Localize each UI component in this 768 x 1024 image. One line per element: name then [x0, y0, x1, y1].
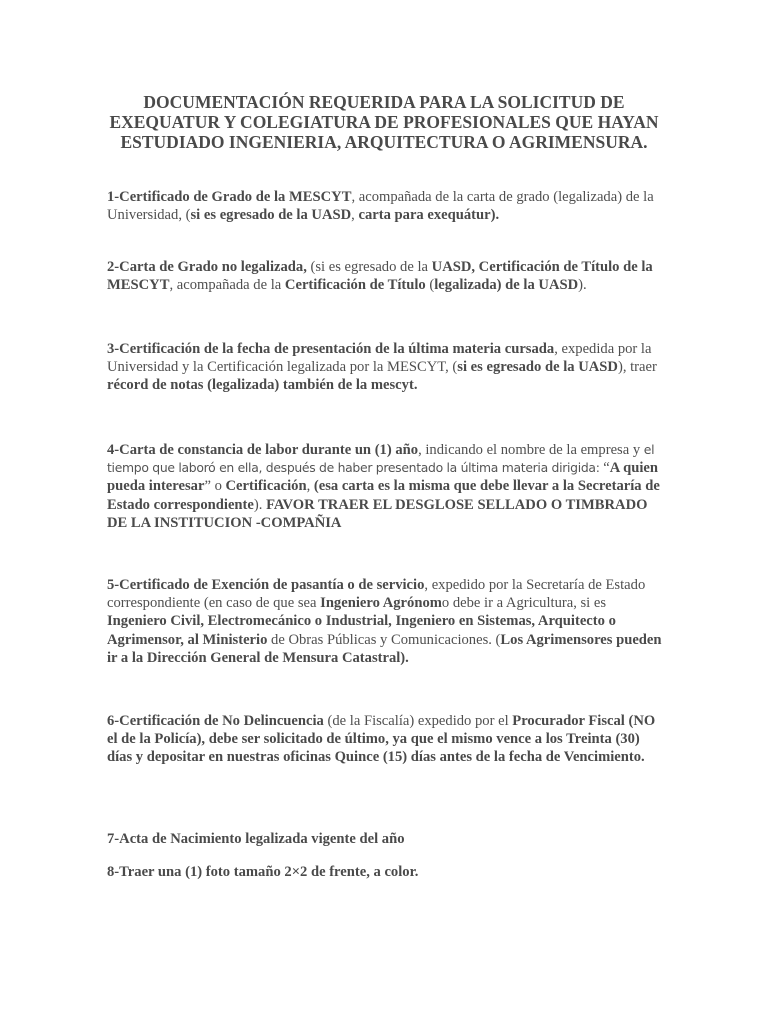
- segment: 2-Carta de Grado no legalizada,: [107, 259, 307, 275]
- segment: ,: [306, 478, 314, 495]
- segment: de Obras Públicas y Comunicaciones. (: [267, 631, 501, 648]
- segment: FAVOR TRAER EL DESGLOSE SELLADO O TIMBRADO DE LA INSTITUCION -COMPAÑIA: [107, 496, 648, 531]
- segment: ), traer: [617, 359, 657, 376]
- segment: legalizada) de la UASD: [434, 277, 579, 294]
- segment: ).: [253, 496, 267, 513]
- segment: 5-Certificado de Exención de pasantía o de servicio: [107, 577, 425, 593]
- segment: Los Agrimensores pueden ir a la Dirección General de Mensura Catastral).: [107, 631, 662, 666]
- segment: , indicando el nombre de la empresa y: [418, 442, 644, 458]
- segment: (esa carta es la misma que debe llevar a la Secretaría de Estado correspondiente: [107, 478, 660, 513]
- segment: (si es egresado de la: [306, 259, 432, 275]
- segment: 6-Certificación de No Delincuencia: [107, 713, 324, 729]
- segment: UASD, Certificación de Título de la MESCYT: [107, 259, 653, 294]
- segment: o debe ir a Agricultura, si es: [441, 595, 607, 612]
- segment: ).: [578, 277, 587, 294]
- requirement-5: [107, 576, 663, 667]
- segment: “: [603, 460, 610, 477]
- segment: (: [425, 277, 435, 294]
- segment: Certificación: [225, 478, 307, 495]
- segment: , expedida por la Universidad y la Certificación legalizada por la MESCYT, (: [107, 341, 652, 376]
- segment: 8-Traer una (1) foto tamaño 2×2 de frente, a color.: [107, 864, 419, 880]
- requirement-7: [107, 830, 663, 848]
- requirement-2: [107, 258, 663, 294]
- requirement-3: [107, 340, 663, 395]
- segment: récord de notas (legalizada) también de la mescyt.: [107, 377, 418, 394]
- requirement-1: [107, 188, 663, 224]
- segment: carta para exequátur).: [358, 207, 500, 224]
- segment: Procurador Fiscal (NO el de la Policía), debe ser solicitado de último, ya que el mismo vence a los Treinta (30) días y depositar en nuestras oficinas Quince (15) días antes de la fecha de Vencimiento.: [107, 713, 656, 766]
- segment: 4-Carta de constancia de labor durante un (1) año: [107, 442, 419, 458]
- requirement-8: [107, 863, 663, 881]
- segment: 3-Certificación de la fecha de presentación de la última materia cursada: [107, 341, 555, 357]
- segment: A quien pueda interesar: [107, 460, 658, 495]
- requirement-6: [107, 712, 663, 767]
- segment: , acompañada de la: [169, 277, 285, 294]
- segment: si es egresado de la UASD: [190, 207, 352, 224]
- segment: ” o: [204, 478, 226, 495]
- segment: Ingeniero Civil, Electromecánico o Industrial, Ingeniero en Sistemas, Arquitecto o Agrimensor, al Ministerio: [107, 613, 616, 648]
- segment: 7-Acta de Nacimiento legalizada vigente del año: [107, 831, 405, 847]
- segment: si es egresado de la UASD: [457, 359, 618, 376]
- segment: ,: [351, 207, 359, 224]
- segment: el tiempo que laboró en ella, después de haber presentado la última materia dirigida:: [107, 442, 655, 476]
- requirement-4: [107, 441, 663, 532]
- document-title: DOCUMENTACIÓN REQUERIDA PARA LA SOLICITUD DE EXEQUATUR Y COLEGIATURA DE PROFESIONALES QUE HAYAN ESTUDIADO INGENIERIA, ARQUITECTURA O AGRIMENSURA.: [109, 92, 659, 152]
- segment: , expedido por la Secretaría de Estado correspondiente (en caso de que sea: [107, 577, 646, 612]
- segment: Certificación de Título: [284, 277, 426, 294]
- segment: 1-Certificado de Grado de la MESCYT: [107, 189, 352, 205]
- segment: Ingeniero Agrónom: [320, 595, 442, 612]
- segment: , acompañada de la carta de grado (legalizada) de la Universidad, (: [107, 189, 654, 224]
- segment: (de la Fiscalía) expedido por el: [323, 713, 513, 729]
